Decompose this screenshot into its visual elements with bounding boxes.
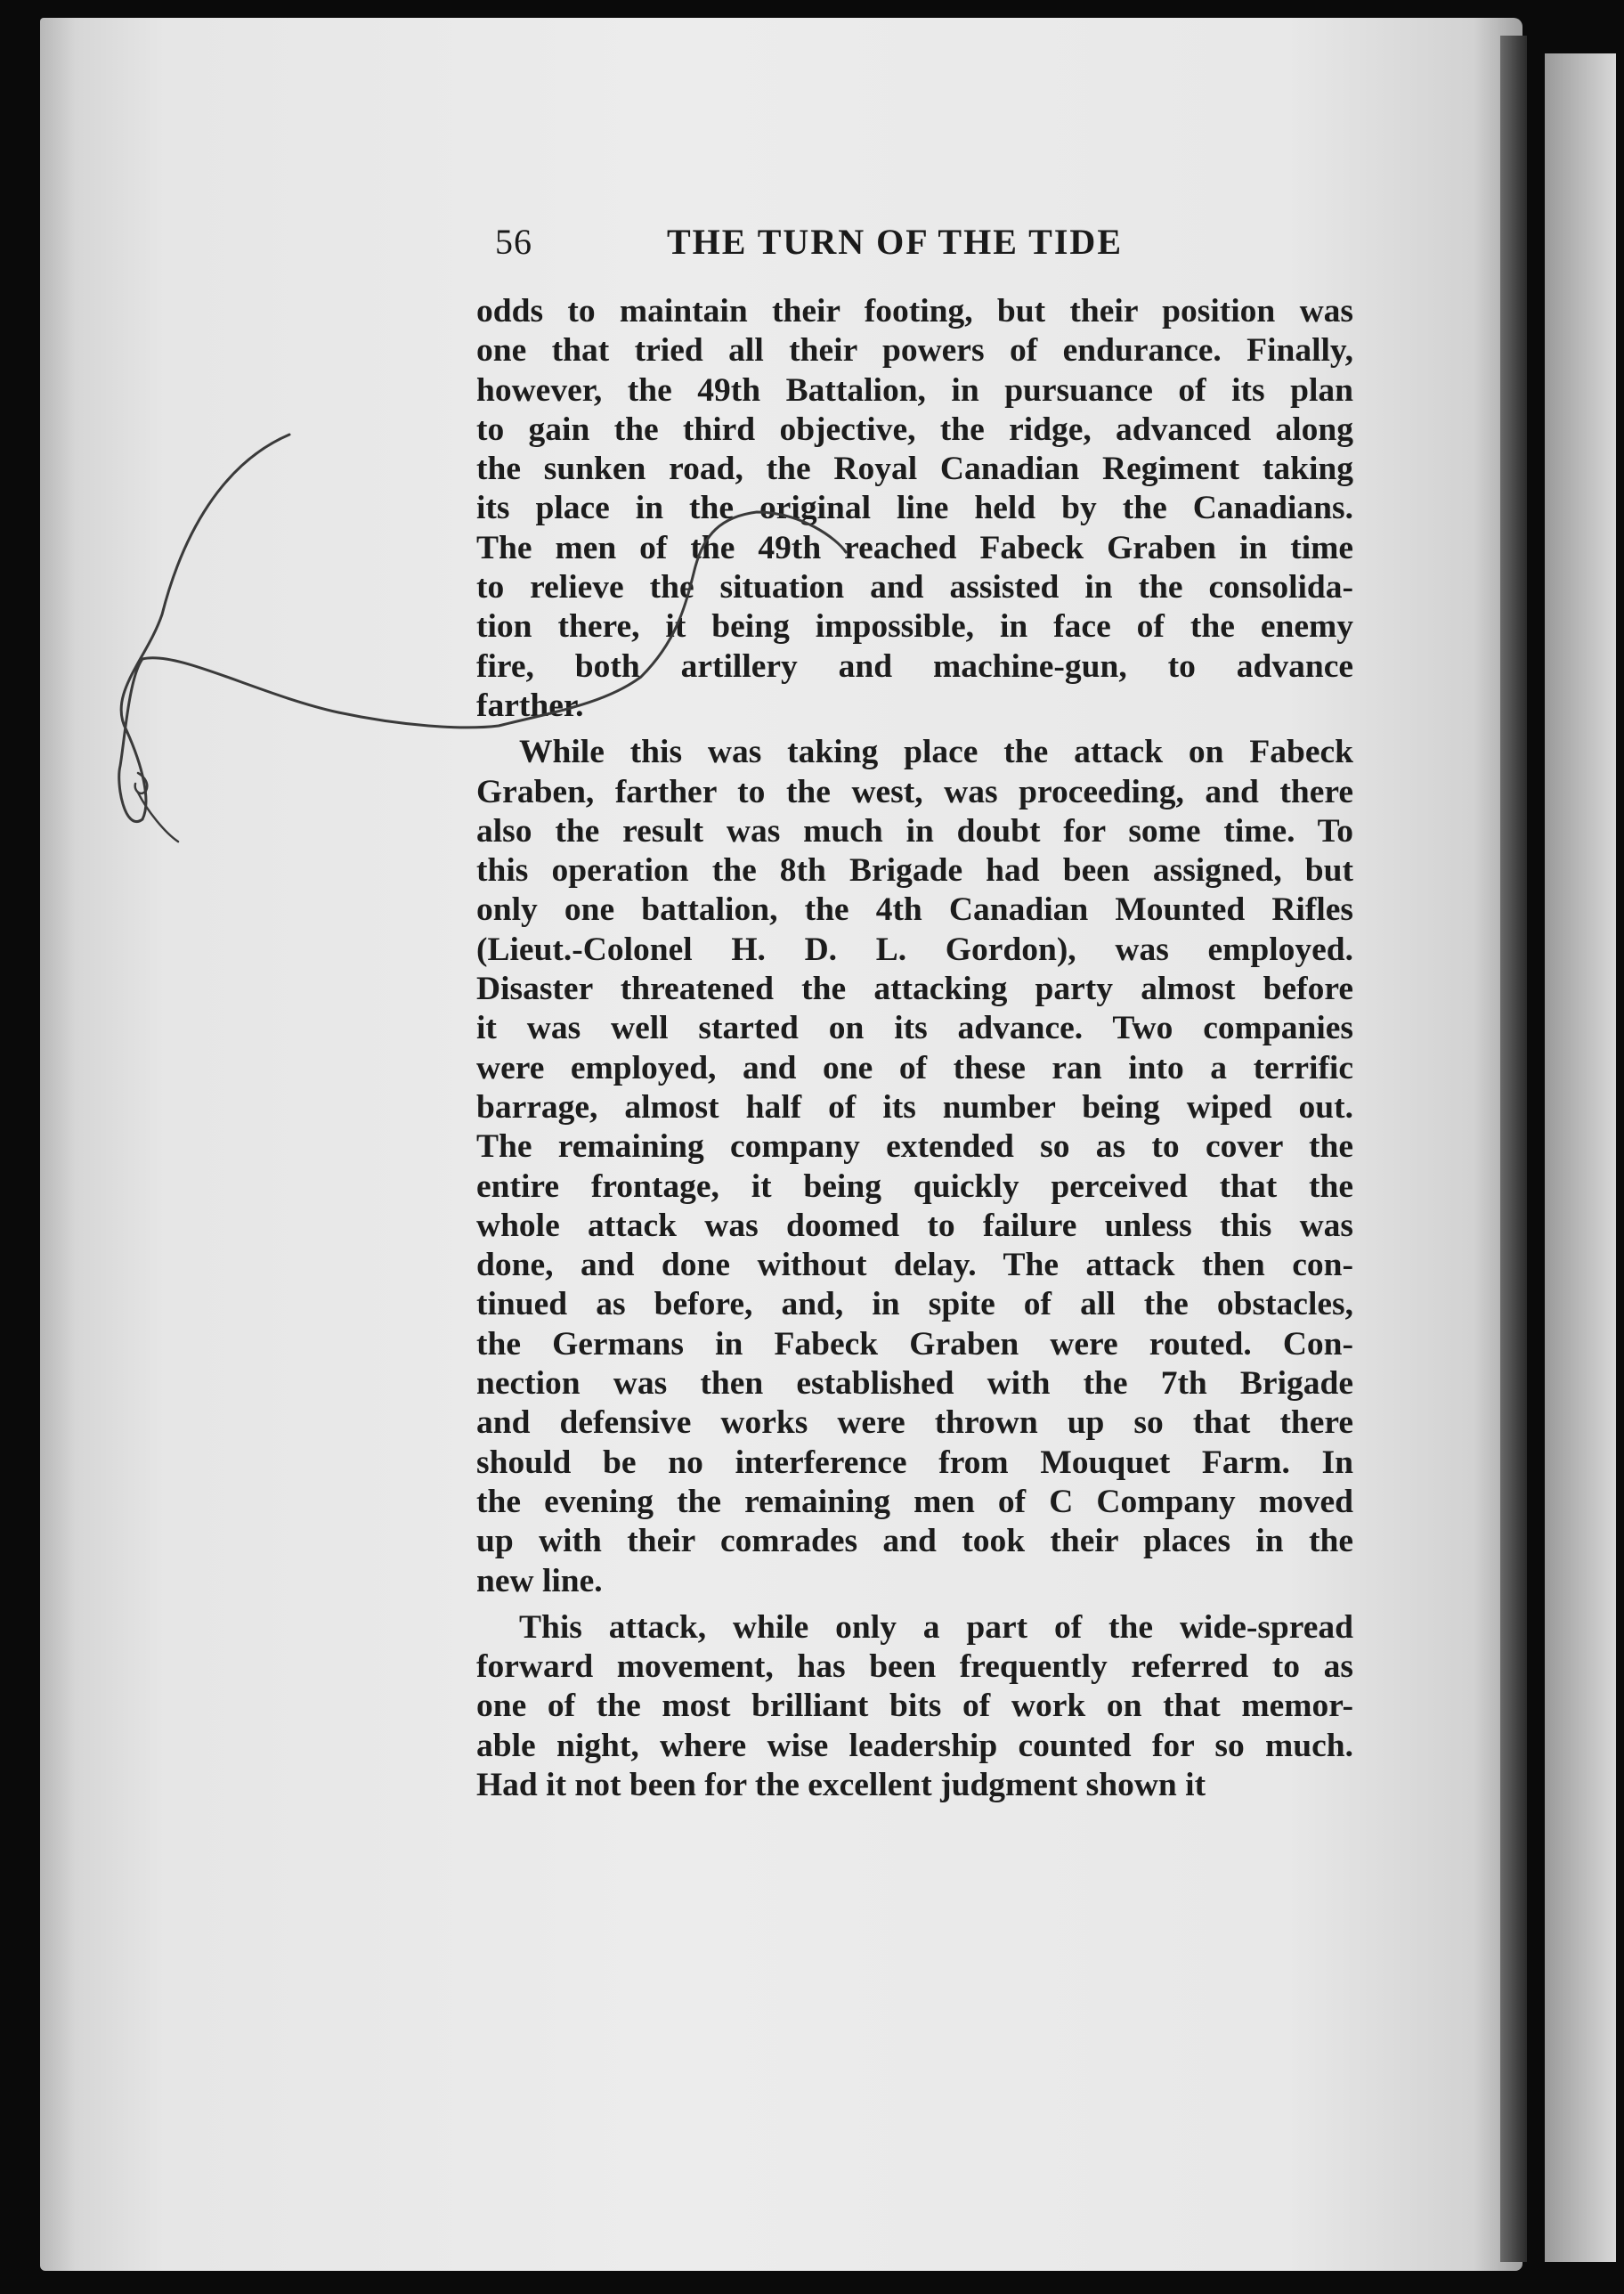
text-line: one of the most brilliant bits of work on that memor- — [476, 1688, 1353, 1725]
text-line: the Germans in Fabeck Graben were routed. Con- — [476, 1325, 1353, 1363]
text-line: its place in the original line held by the Canadians. — [476, 490, 1353, 527]
text-line: The remaining company extended so as to cover the — [476, 1128, 1353, 1166]
text-line: new line. — [476, 1562, 603, 1599]
text-line: The men of the 49th reached Fabeck Graben in time — [476, 529, 1353, 566]
text-line: tinued as before, and, in spite of all the obstacles, — [476, 1286, 1353, 1323]
text-line: whole attack was doomed to failure unless this was — [476, 1207, 1353, 1244]
paragraph-gap — [476, 726, 1353, 733]
text-line: the sunken road, the Royal Canadian Regiment taking — [476, 451, 1353, 488]
text-line: forward movement, has been frequently referred to as — [476, 1648, 1353, 1686]
text-line: this operation the 8th Brigade had been assigned, but — [476, 852, 1353, 890]
text-line: and defensive works were thrown up so that there — [476, 1404, 1353, 1442]
page-gutter-shadow — [1500, 36, 1527, 2262]
text-line: were employed, and one of these ran into a terrific — [476, 1049, 1353, 1086]
text-line: Graben, farther to the west, was proceeding, and there — [476, 773, 1353, 810]
text-line: barrage, almost half of its number being wiped out. — [476, 1088, 1353, 1126]
text-line: odds to maintain their footing, but their position was — [476, 293, 1353, 329]
text-line: one that tried all their powers of endurance. Finally, — [476, 332, 1353, 370]
paragraph — [476, 1608, 1353, 1805]
text-line: tion there, it being impossible, in face of the enemy — [476, 608, 1353, 646]
text-line: to gain the third objective, the ridge, advanced along — [476, 411, 1353, 448]
running-title: THE TURN OF THE TIDE — [667, 222, 1123, 262]
paragraph — [476, 733, 1353, 1601]
adjacent-page-edge — [1545, 53, 1616, 2262]
text-line: up with their comrades and took their places in the — [476, 1523, 1353, 1560]
text-line: Disaster threatened the attacking party almost before — [476, 971, 1353, 1008]
text-line: only one battalion, the 4th Canadian Mounted Rifles — [476, 891, 1353, 929]
paragraph-gap — [476, 1601, 1353, 1608]
page-number: 56 — [495, 222, 532, 262]
text-line: the evening the remaining men of C Company moved — [476, 1483, 1353, 1520]
text-line: also the result was much in doubt for some time. To — [476, 812, 1353, 850]
text-line: however, the 49th Battalion, in pursuance of its plan — [476, 371, 1353, 409]
text-line: should be no interference from Mouquet Farm. In — [476, 1444, 1353, 1481]
text-line: Had it not been for the excellent judgment shown it — [476, 1766, 1206, 1803]
text-line: it was well started on its advance. Two companies — [476, 1010, 1353, 1047]
text-line: fire, both artillery and machine-gun, to advance — [476, 647, 1353, 685]
text-line: (Lieut.-Colonel H. D. L. Gordon), was employed. — [476, 931, 1353, 968]
paragraph — [476, 292, 1353, 726]
body-text — [476, 292, 1353, 1805]
text-line: farther. — [476, 687, 584, 724]
text-line: able night, where wise leadership counted for so much. — [476, 1727, 1353, 1764]
text-line: done, and done without delay. The attack then con- — [476, 1247, 1353, 1284]
text-line: nection was then established with the 7th Brigade — [476, 1365, 1353, 1403]
text-line: While this was taking place the attack on Fabeck — [519, 734, 1353, 771]
text-line: This attack, while only a part of the wide-spread — [519, 1608, 1353, 1646]
text-line: to relieve the situation and assisted in the consolida- — [476, 569, 1353, 606]
text-line: entire frontage, it being quickly perceived that the — [476, 1167, 1353, 1205]
running-head — [495, 221, 1385, 265]
